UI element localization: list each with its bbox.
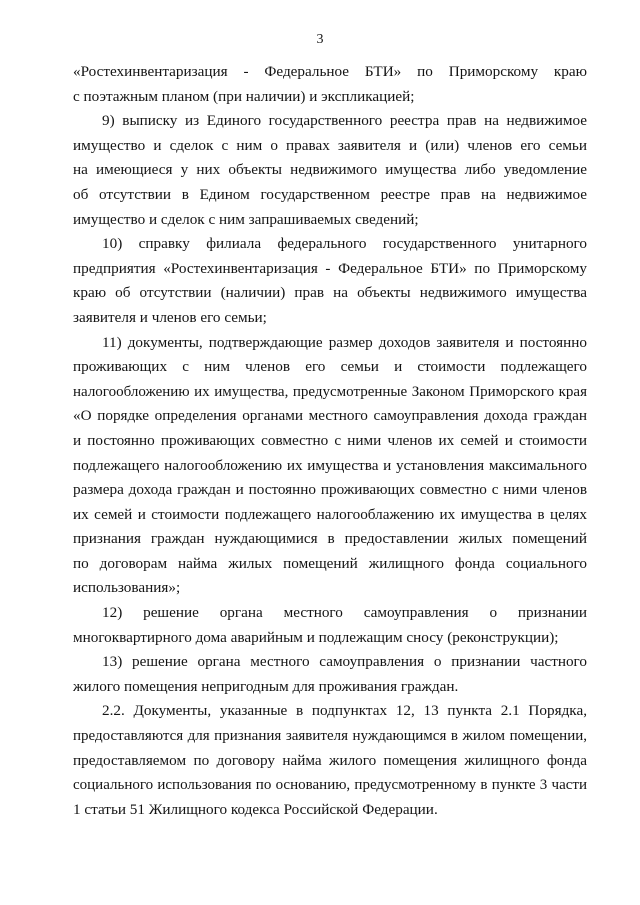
text-line: 13) решение органа местного самоуправления о признании частного [102,653,587,671]
paragraph-item-12 [73,601,587,650]
text-line: 11) документы, подтверждающие размер доходов заявителя и постоянно [102,333,587,351]
text-line: предоставляются для признания заявителя нуждающимся в жилом помещении, [73,728,587,745]
text-line: предоставляемом по договору найма жилого помещения жилищного фонда [73,751,587,769]
text-line: имущество и сделок с ним запрашиваемых сведений; [73,210,419,228]
page-number: 3 [316,32,324,47]
text-line: жилого помещения непригодным для проживания граждан. [73,677,459,695]
text-line: на имеющиеся у них объекты недвижимого имущества либо уведомление [73,161,587,179]
text-line: заявителя и членов его семьи; [73,308,267,326]
text-line: и постоянно проживающих совместно с ними членов их семей и стоимости [73,431,587,449]
document-body [73,60,587,822]
text-line: проживающих с ним членов его семьи и стоимости подлежащего [73,358,587,376]
text-line: 12) решение органа местного самоуправления о признании [102,604,587,622]
text-line: «Ростехинвентаризация - Федеральное БТИ» по Приморскому краю [73,63,587,80]
text-line: признания граждан нуждающимися в предоставлении жилых помещений [73,530,587,548]
paragraph-item-9 [73,109,587,232]
text-line: об отсутствии в Едином государственном реестре прав на недвижимое [73,185,587,203]
text-line: многоквартирного дома аварийным и подлежащим сносу (реконструкции); [73,628,559,646]
paragraph-item-13 [73,650,587,699]
text-line: краю об отсутствии (наличии) прав на объекты недвижимого имущества [73,284,587,302]
text-line: социального использования по основанию, предусмотренному в пункте 3 части [73,777,587,794]
text-line: имущество и сделок с ним о правах заявителя и (или) членов его семьи [73,136,587,154]
paragraph-item-10 [73,232,587,330]
text-line: подлежащего налогообложению их имущества и установления максимального [73,456,587,474]
paragraph-item-11 [73,331,587,602]
text-line: «О порядке определения органами местного самоуправления дохода граждан [73,407,587,425]
text-line: их семей и стоимости подлежащего налогооблажению их имущества в целях [73,505,587,523]
text-line: 10) справку филиала федерального государственного унитарного [102,235,587,253]
text-line: размера дохода граждан и постоянно проживающих совместно с ними членов [73,481,587,499]
text-line: с поэтажным планом (при наличии) и экспликацией; [73,87,415,105]
paragraph-continuation [73,60,587,109]
text-line: 9) выписку из Единого государственного реестра прав на недвижимое [102,112,587,130]
text-line: налогообложению их имущества, предусмотренные Законом Приморского края [73,383,587,400]
text-line: 2.2. Документы, указанные в подпунктах 12, 13 пункта 2.1 Порядка, [102,702,587,720]
text-line: использования»; [73,579,181,597]
text-line: предприятия «Ростехинвентаризация - Федеральное БТИ» по Приморскому [73,259,587,277]
text-line: по договорам найма жилых помещений жилищного фонда социального [73,554,587,572]
paragraph-section-2-2 [73,699,587,822]
text-line: 1 статьи 51 Жилищного кодекса Российской Федерации. [73,800,438,818]
